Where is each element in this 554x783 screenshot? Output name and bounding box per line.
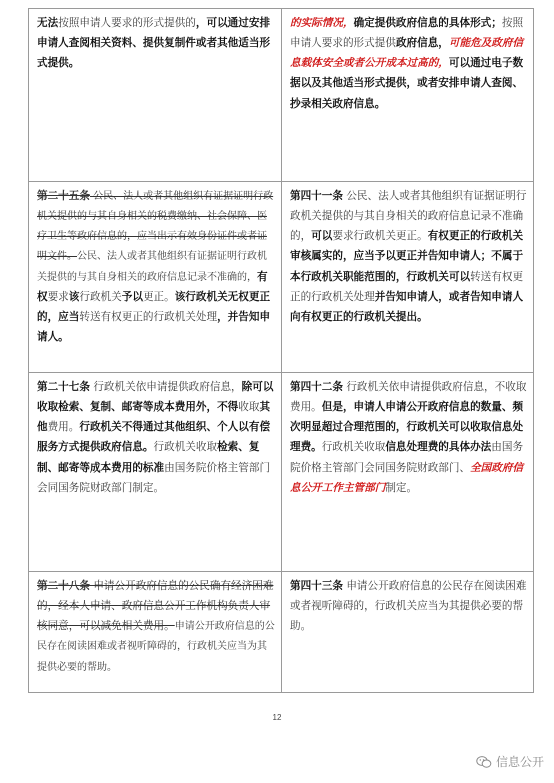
clause-text [290,377,527,498]
text-segment: ，并告知申请人。 [37,310,271,343]
text-segment: 但是，申请人申请公开政府信息的数量、频次明显超过合理范围的，行政机关可以收取信息处理费。 [290,401,524,454]
text-segment: 公民、法人或者其他组织有证据证明行政机关提供的与其自身相关的政府信息记录不准确的， [37,251,267,283]
clause-text [37,377,275,498]
watermark-text: 信息公开 [495,755,544,769]
clause-text [37,13,275,73]
new-text-cell [281,373,533,571]
text-segment: 有权更正的行政机关审核属实的，应当予以更正并告知申请人；不属于本行政机关职能范围的，行政机关可以 [290,230,524,283]
old-text-cell [29,182,281,372]
table-row [29,181,533,372]
text-segment: 行政机关依申请提供政府信息， [89,381,242,393]
text-segment: 第四十一条 [290,190,343,202]
text-segment: 要求 [47,290,69,303]
old-text-cell [29,9,281,181]
text-segment: 信息处理费的具体办法 [385,441,492,454]
page-number: 12 [272,713,282,722]
text-segment: 第四十三条 [290,580,343,592]
wechat-icon [476,755,492,769]
text-segment: 并告知申请人，或者告知申请人向有权更正的行政机关提出。 [290,290,524,323]
text-segment: 该 [68,290,80,303]
text-segment: 公民、法人或者其他组织有证据证明行政机关提供的与其自身相关的政府信息记录不准确的， [290,190,527,243]
table-row [29,571,533,692]
new-text-cell [281,9,533,181]
text-segment: 申请公开政府信息的公民存在阅读困难或者视听障碍的，行政机关应当为其提供必要的帮助。 [290,580,527,633]
text-segment: 费用。 [47,421,80,434]
clause-text [37,186,275,347]
old-text-cell [29,373,281,571]
text-segment: 行政机关依申请提供政府信息，不收取费用。 [290,381,527,414]
text-segment: 行政机关收取 [321,441,386,454]
clause-text [290,576,527,636]
text-segment: 除可以收取检索、复制、邮寄等成本费用外，不得 [37,381,274,414]
text-segment: 有权 [37,270,268,303]
text-segment: 可以通过电子数据以及其他适当形式提供，或者安排申请人查阅、抄录相关政府信息。 [290,57,524,110]
text-segment: 其他 [37,401,271,434]
clause-text [290,186,527,327]
text-segment: 可能危及政府信息载体安全或者公开成本过高的， [290,37,524,70]
text-segment: 制定。 [385,481,418,494]
text-segment: 检索、复制、邮寄等成本费用的标准 [37,441,260,474]
text-segment: 公民、法人或者其他组织有证据证明行政机关提供的与其自身相关的税费缴纳、社会保障、医疗卫生等政府信息的，应当出示有效身份证件或者证明文件。 [37,191,274,263]
text-segment: 行政机关收取 [153,441,218,454]
new-text-cell [281,182,533,372]
text-segment: 申请公开政府信息的公民存在阅读困难或者视听障碍的，行政机关应当为其提供必要的帮助。 [37,621,275,673]
text-segment: 无法 [37,17,59,29]
clause-text [37,576,275,677]
old-text-cell [29,572,281,692]
text-segment: 第二十八条 [37,580,90,592]
text-segment: 转送有权更正的行政机关处理 [79,310,218,323]
text-segment: 可以 [311,230,333,243]
text-segment: 予以 [121,290,143,303]
text-segment: 第二十七条 [37,381,90,393]
clause-text [290,13,527,114]
text-segment: 行政机关不得通过其他组织、个人以有偿服务方式提供政府信息。 [37,421,271,454]
text-segment: 第二十五条 [37,190,90,202]
text-segment: 全国政府信息公开工作主管部门 [290,461,524,494]
text-segment: 要求行政机关更正。 [332,230,428,243]
text-segment: 的实际情况， [290,17,354,29]
watermark [476,753,544,770]
text-segment: 申请公开政府信息的公民确有经济困难的，经本人申请、政府信息公开工作机构负责人审核同意，可以减免相关费用。 [37,580,274,633]
text-segment: 政府信息， [395,37,449,50]
text-segment: 收取 [238,401,260,414]
comparison-table [28,8,534,693]
text-segment: 由国务院价格主管部门会同国务院财政部门制定。 [37,461,271,494]
text-segment: 该行政机关无权更正的，应当 [37,290,271,323]
text-segment: 按照申请人要求的形式提供的 [58,17,196,29]
text-segment: 更正。 [142,290,175,303]
text-segment: 按照申请人要求的形式提供 [290,17,524,50]
text-segment: 转送有权更正的行政机关处理 [290,270,524,303]
new-text-cell [281,572,533,692]
text-segment: ，可以通过安排申请人查阅相关资料、提供复制件或者其他适当形式提供。 [37,17,271,70]
table-row [29,372,533,571]
text-segment: 确定提供政府信息的具体形式； [353,17,502,29]
table-row [29,9,533,181]
text-segment: 由国务院价格主管部门会同国务院财政部门、 [290,441,524,474]
text-segment: 第四十二条 [290,381,343,393]
text-segment: 行政机关 [79,290,122,303]
